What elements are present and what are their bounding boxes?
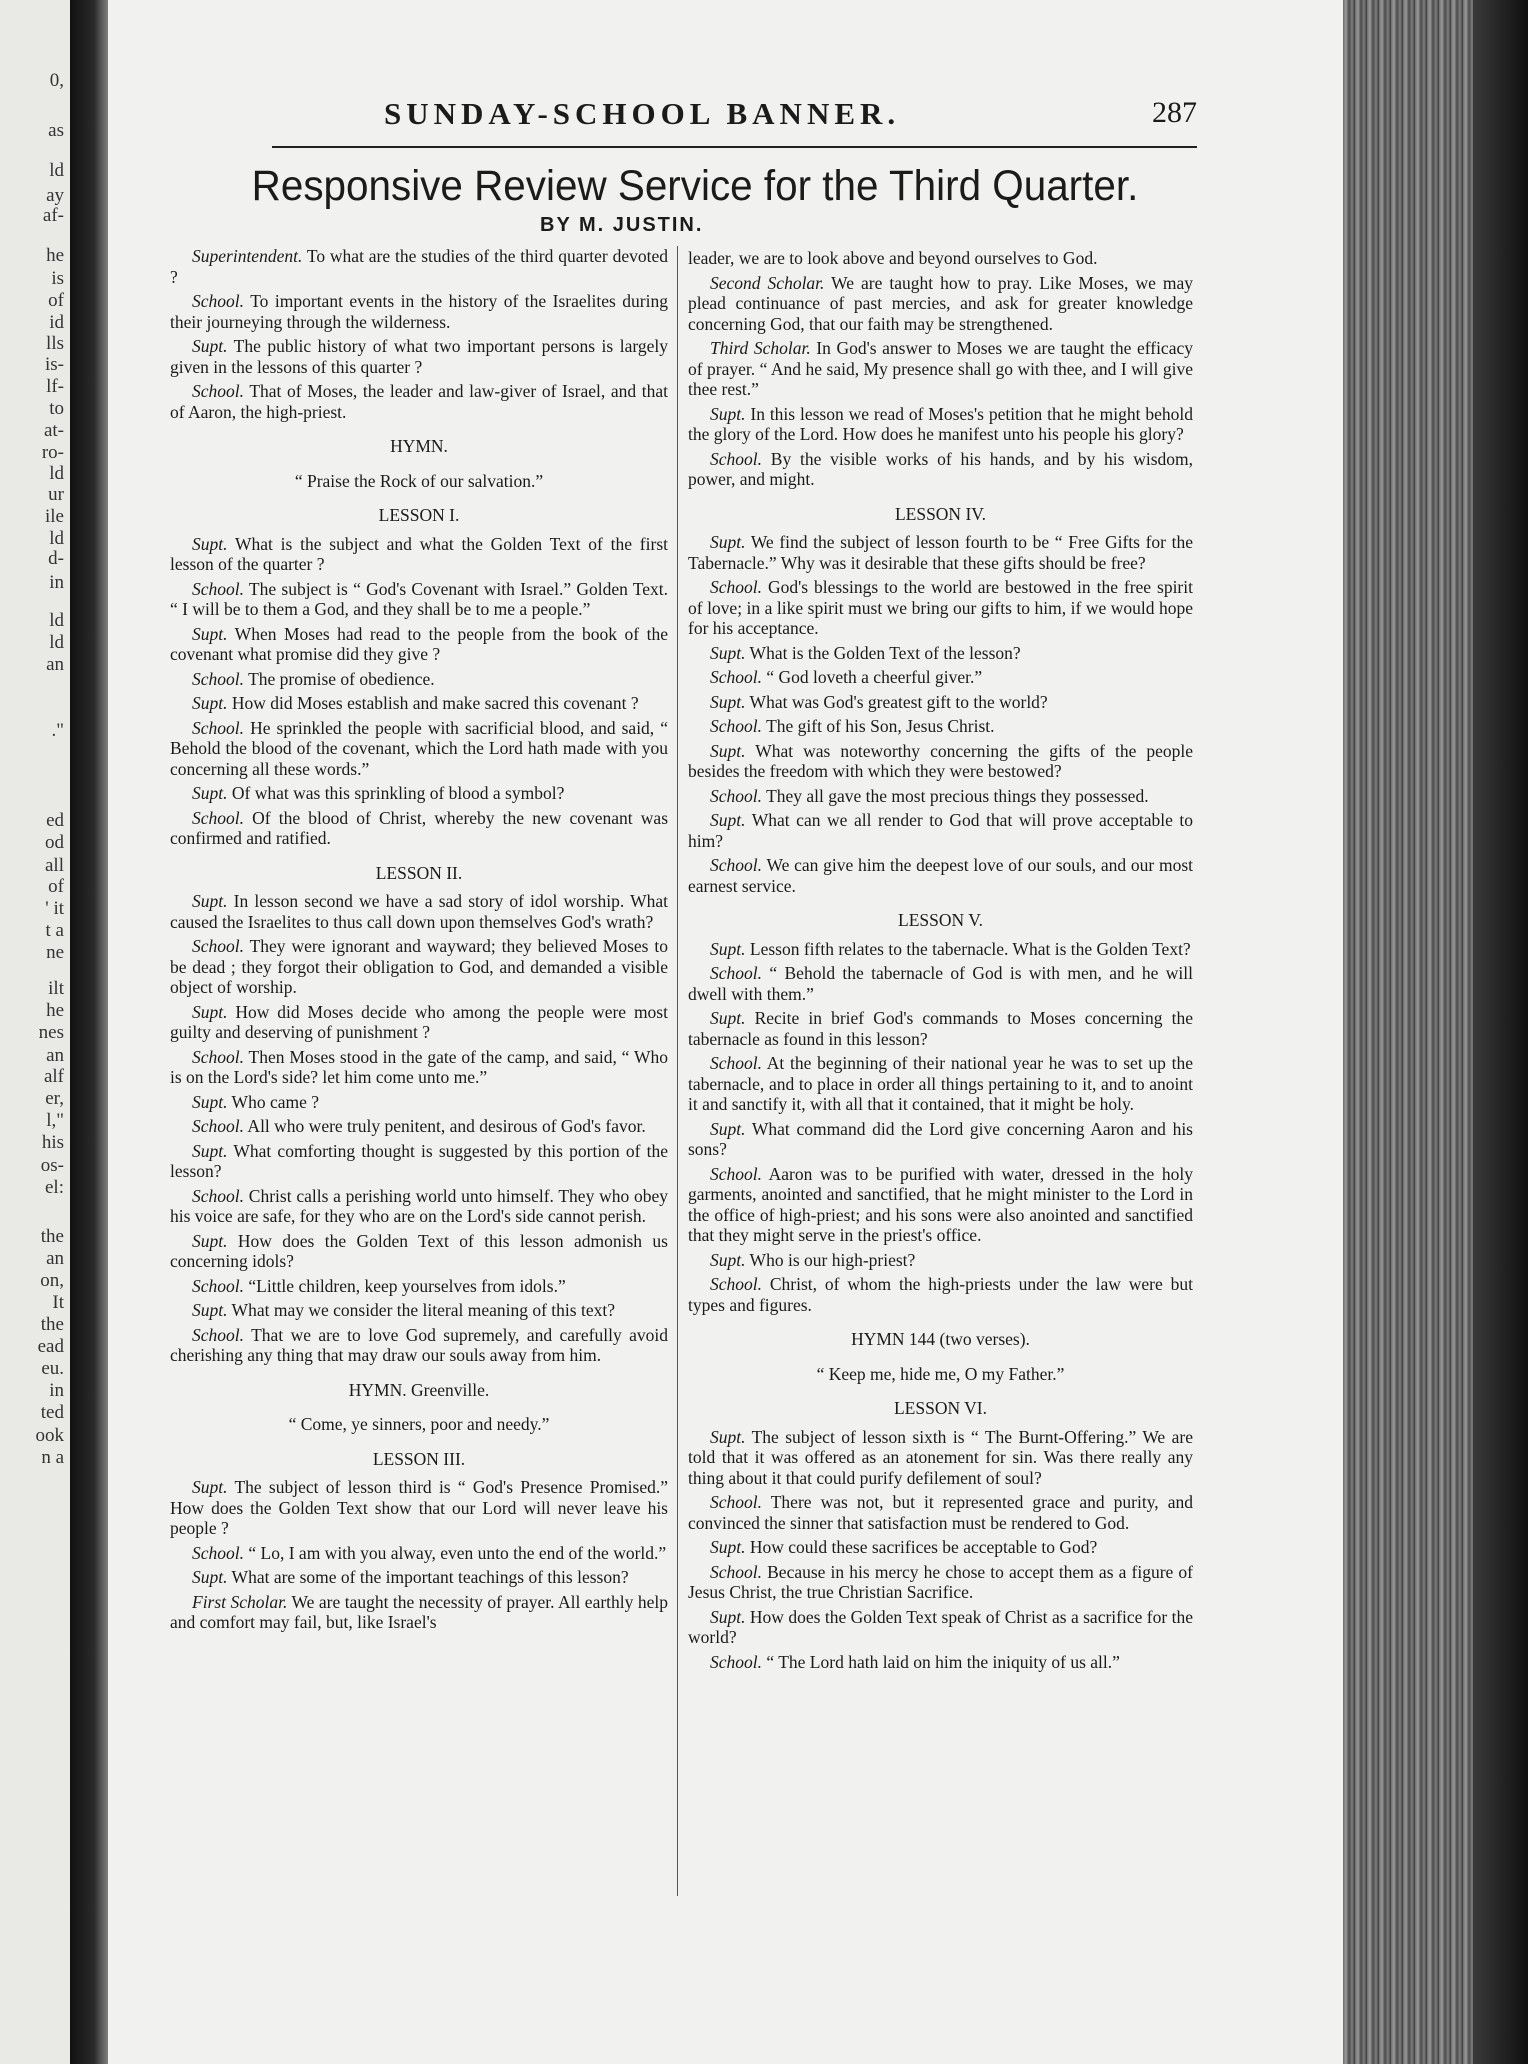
dialogue-text: Recite in brief God's commands to Moses concerning the tabernacle as found in this lesson? bbox=[688, 1008, 1193, 1049]
section-heading: LESSON VI. bbox=[893, 1398, 988, 1418]
dialogue-text: “ The Lord hath laid on him the iniquity of us all.” bbox=[762, 1651, 1120, 1672]
previous-page-fragment: ld bbox=[49, 160, 64, 181]
previous-page-fragment: ead bbox=[37, 1336, 64, 1357]
dialogue-line bbox=[170, 579, 668, 620]
previous-page-fragment: ile bbox=[45, 506, 64, 527]
speaker-label: School. bbox=[710, 577, 763, 597]
previous-page-fragment: as bbox=[48, 120, 64, 141]
dialogue-line bbox=[170, 1325, 668, 1366]
section-heading: HYMN 144 (two verses). bbox=[851, 1329, 1030, 1349]
section-heading: LESSON I. bbox=[378, 505, 460, 525]
dialogue-text: “ God loveth a cheerful giver.” bbox=[762, 667, 983, 687]
speaker-label: Supt. bbox=[192, 1091, 228, 1112]
running-head-title: SUNDAY-SCHOOL BANNER. bbox=[384, 96, 901, 131]
dialogue-line bbox=[688, 692, 1193, 713]
dialogue-line bbox=[170, 1543, 668, 1564]
previous-page-fragment: er, bbox=[45, 1088, 64, 1109]
previous-page-fragment: ." bbox=[51, 720, 64, 741]
speaker-label: Supt. bbox=[710, 403, 746, 424]
dialogue-text: “Little children, keep yourselves from idols.” bbox=[244, 1275, 566, 1296]
dialogue-text: How did Moses decide who among the people were most guilty and deserving of punishment ? bbox=[170, 1001, 668, 1042]
speaker-label: Supt. bbox=[192, 891, 228, 911]
dialogue-line bbox=[170, 1477, 668, 1539]
dialogue-line bbox=[170, 936, 668, 998]
dialogue-text: Christ calls a perishing world unto himself. They who obey his voice are safe, for they who are on the Lord's side cannot perish. bbox=[170, 1185, 668, 1226]
dialogue-text: What can we all render to God that will prove acceptable to him? bbox=[688, 810, 1193, 851]
previous-page-fragment: ay bbox=[46, 185, 64, 206]
speaker-label: School. bbox=[192, 1185, 245, 1206]
dialogue-line bbox=[170, 669, 668, 690]
dialogue-line bbox=[688, 643, 1193, 664]
dialogue-text: How could these sacrifices be acceptable to God? bbox=[745, 1537, 1098, 1557]
dialogue-text: The public history of what two important persons is largely given in the lessons of this quarter ? bbox=[170, 336, 668, 377]
previous-page-fragment: nes bbox=[38, 1022, 64, 1043]
dialogue-line bbox=[170, 1231, 668, 1272]
dialogue-text: Then Moses stood in the gate of the camp, and said, “ Who is on the Lord's side? let him come unto me.” bbox=[170, 1046, 668, 1087]
previous-page-fragment: ook bbox=[35, 1425, 64, 1446]
section-heading: “ Praise the Rock of our salvation.” bbox=[294, 470, 544, 491]
right-column bbox=[688, 248, 1193, 1676]
dialogue-line bbox=[688, 248, 1193, 269]
section-heading: HYMN. Greenville. bbox=[348, 1379, 490, 1400]
book-cover-edge bbox=[1473, 0, 1528, 2064]
dialogue-line bbox=[170, 1592, 668, 1633]
speaker-label: School. bbox=[710, 785, 763, 806]
speaker-label: Supt. bbox=[710, 1249, 746, 1270]
dialogue-line bbox=[170, 693, 668, 714]
previous-page-fragment: os- bbox=[40, 1155, 64, 1176]
previous-page-fragment: t a bbox=[45, 920, 64, 941]
previous-page-fragment: he bbox=[46, 1000, 64, 1021]
section-heading: LESSON III. bbox=[372, 1448, 466, 1469]
speaker-label: Supt. bbox=[710, 1008, 746, 1028]
dialogue-line bbox=[170, 1116, 668, 1137]
dialogue-line bbox=[688, 532, 1193, 573]
dialogue-text: What comforting thought is suggested by this portion of the lesson? bbox=[170, 1140, 668, 1181]
speaker-label: Supt. bbox=[710, 938, 746, 959]
dialogue-text: We find the subject of lesson fourth to be “ Free Gifts for the Tabernacle.” Why was it desirable that these gifts should be free? bbox=[688, 532, 1193, 573]
speaker-label: School. bbox=[710, 1561, 763, 1582]
speaker-label: Supt. bbox=[710, 1118, 746, 1139]
previous-page-fragment: id bbox=[49, 312, 64, 333]
previous-page-fragment: ' it bbox=[45, 898, 64, 919]
speaker-label: School. bbox=[710, 667, 763, 687]
previous-page-fragment: ld bbox=[49, 463, 64, 484]
dialogue-text: All who were truly penitent, and desirous of God's favor. bbox=[244, 1116, 646, 1136]
speaker-label: First Scholar. bbox=[192, 1591, 288, 1612]
speaker-label: Supt. bbox=[192, 693, 228, 713]
dialogue-text: “ Behold the tabernacle of God is with men, and he will dwell with them.” bbox=[688, 963, 1193, 1004]
book-gutter bbox=[70, 0, 110, 2064]
speaker-label: School. bbox=[192, 1046, 245, 1067]
dialogue-text: When Moses had read to the people from the book of the covenant what promise did they give ? bbox=[170, 623, 668, 664]
dialogue-text: There was not, but it represented grace and purity, and convinced the sinner that satisfaction must be rendered to God. bbox=[688, 1492, 1193, 1533]
dialogue-line bbox=[170, 624, 668, 665]
previous-page-fragment: el: bbox=[45, 1177, 64, 1198]
previous-page-fragment: It bbox=[52, 1292, 64, 1313]
dialogue-line bbox=[170, 246, 668, 287]
speaker-label: Third Scholar. bbox=[710, 338, 811, 358]
speaker-label: Supt. bbox=[710, 1606, 746, 1627]
previous-page-fragment: the bbox=[40, 1314, 64, 1335]
dialogue-text: Who is our high-priest? bbox=[745, 1249, 916, 1270]
dialogue-line bbox=[688, 741, 1193, 782]
dialogue-text: We are taught how to pray. Like Moses, we may plead continuance of past mercies, and ask for greater knowledge concerning God, that our faith may be strengthened. bbox=[688, 272, 1193, 334]
previous-page-fragment: ilt bbox=[48, 978, 64, 999]
speaker-label: School. bbox=[192, 717, 245, 738]
dialogue-line bbox=[688, 1427, 1193, 1489]
speaker-label: Supt. bbox=[192, 533, 228, 554]
dialogue-line bbox=[688, 855, 1193, 896]
dialogue-text: He sprinkled the people with sacrificial blood, and said, “ Behold the blood of the covenant, which the Lord hath made with you concerning all these words.” bbox=[170, 717, 668, 779]
dialogue-line bbox=[170, 1141, 668, 1182]
dialogue-line bbox=[688, 1274, 1193, 1315]
dialogue-text: How does the Golden Text speak of Christ as a sacrifice for the world? bbox=[688, 1606, 1193, 1647]
dialogue-text: We can give him the deepest love of our souls, and our most earnest service. bbox=[688, 855, 1193, 896]
previous-page-fragment: in bbox=[49, 572, 64, 593]
previous-page-fragment: lls bbox=[46, 333, 64, 354]
speaker-label: School. bbox=[710, 1163, 763, 1184]
left-column bbox=[170, 246, 668, 1637]
previous-page-fragment: od bbox=[45, 832, 64, 853]
dialogue-text: That of Moses, the leader and law-giver of Israel, and that of Aaron, the high-priest. bbox=[170, 381, 668, 422]
dialogue-text: Because in his mercy he chose to accept them as a figure of Jesus Christ, the true Christian Sacrifice. bbox=[688, 1561, 1193, 1602]
dialogue-text: Aaron was to be purified with water, dressed in the holy garments, anointed and sanctified, that he might minister to the Lord in the office of high-priest; and his sons were also anointed and sanctified that they might serve in the priest's office. bbox=[688, 1163, 1193, 1245]
section-heading: LESSON V. bbox=[898, 910, 983, 930]
speaker-label: Supt. bbox=[710, 1426, 746, 1447]
dialogue-line bbox=[688, 338, 1193, 400]
dialogue-line bbox=[170, 1002, 668, 1043]
speaker-label: School. bbox=[710, 1492, 763, 1512]
dialogue-line bbox=[688, 939, 1193, 960]
previous-page-fragment: alf bbox=[43, 1066, 64, 1087]
speaker-label: Supt. bbox=[710, 1537, 746, 1557]
dialogue-text: In God's answer to Moses we are taught the efficacy of prayer. “ And he said, My presence shall go with thee, and I will give thee rest.” bbox=[688, 338, 1193, 399]
dialogue-text: What command did the Lord give concerning Aaron and his sons? bbox=[688, 1118, 1193, 1159]
speaker-label: School. bbox=[192, 936, 245, 956]
previous-page-fragment: his bbox=[41, 1132, 64, 1153]
previous-page-edge bbox=[0, 0, 70, 2064]
dialogue-text: The promise of obedience. bbox=[244, 668, 435, 689]
previous-page-fragment: ld bbox=[49, 528, 64, 549]
dialogue-text: What may we consider the literal meaning of this text? bbox=[227, 1300, 615, 1320]
speaker-label: Supt. bbox=[710, 642, 746, 663]
dialogue-line bbox=[170, 718, 668, 780]
dialogue-text: They all gave the most precious things they possessed. bbox=[762, 785, 1149, 806]
dialogue-line bbox=[170, 891, 668, 932]
section-heading: “ Come, ye sinners, poor and needy.” bbox=[288, 1414, 550, 1434]
dialogue-line bbox=[170, 783, 668, 804]
dialogue-text: Christ, of whom the high-priests under the law were but types and figures. bbox=[688, 1274, 1193, 1315]
dialogue-text: What was noteworthy concerning the gifts of the people besides the freedom with which they were bestowed? bbox=[688, 740, 1193, 781]
speaker-label: Supt. bbox=[710, 740, 746, 761]
speaker-label: School. bbox=[192, 291, 245, 311]
dialogue-text: “ Lo, I am with you alway, even unto the end of the world.” bbox=[244, 1542, 667, 1563]
speaker-label: School. bbox=[192, 807, 245, 828]
previous-page-fragment: 0, bbox=[49, 70, 64, 91]
speaker-label: School. bbox=[192, 1324, 245, 1345]
dialogue-text: To important events in the history of the Israelites during their journeying through the wilderness. bbox=[170, 291, 668, 332]
previous-page-fragment: in bbox=[49, 1380, 64, 1401]
previous-page-fragment: the bbox=[40, 1226, 64, 1247]
dialogue-line bbox=[688, 404, 1193, 445]
previous-page-fragment: d- bbox=[48, 548, 64, 569]
speaker-label: School. bbox=[710, 716, 763, 736]
dialogue-line bbox=[688, 1119, 1193, 1160]
dialogue-text: Lesson fifth relates to the tabernacle. What is the Golden Text? bbox=[745, 938, 1191, 959]
section-heading: HYMN. bbox=[390, 436, 448, 456]
previous-page-fragment: an bbox=[46, 1045, 64, 1066]
dialogue-text: How does the Golden Text of this lesson admonish us concerning idols? bbox=[170, 1230, 668, 1271]
previous-page-fragment: is- bbox=[45, 354, 64, 375]
dialogue-line bbox=[688, 786, 1193, 807]
dialogue-line bbox=[688, 449, 1193, 490]
dialogue-text: To what are the studies of the third quarter devoted ? bbox=[170, 246, 668, 287]
speaker-label: School. bbox=[192, 1116, 245, 1136]
speaker-label: Supt. bbox=[710, 810, 746, 830]
section-heading: LESSON II. bbox=[375, 862, 463, 883]
dialogue-line bbox=[170, 534, 668, 575]
dialogue-text: What is the Golden Text of the lesson? bbox=[745, 642, 1021, 663]
dialogue-text: In lesson second we have a sad story of idol worship. What caused the Israelites to thus call down upon themselves God's wrath? bbox=[170, 891, 668, 932]
speaker-label: Supt. bbox=[710, 691, 746, 712]
dialogue-line bbox=[688, 1537, 1193, 1558]
dialogue-line bbox=[170, 1276, 668, 1297]
speaker-label: Supt. bbox=[192, 1001, 228, 1022]
dialogue-text: Of what was this sprinkling of blood a symbol? bbox=[227, 783, 565, 803]
previous-page-fragment: is bbox=[51, 268, 64, 289]
speaker-label: Supt. bbox=[192, 1300, 228, 1320]
speaker-label: School. bbox=[710, 963, 763, 983]
dialogue-line bbox=[688, 1492, 1193, 1533]
speaker-label: Supt. bbox=[192, 623, 228, 644]
previous-page-fragment: ed bbox=[46, 810, 64, 831]
running-head bbox=[272, 96, 1197, 136]
dialogue-text: God's blessings to the world are bestowed in the free spirit of love; in a like spirit must we bring our gifts to him, if we would hope for his acceptance. bbox=[688, 577, 1193, 638]
previous-page-fragment: all bbox=[45, 855, 64, 876]
dialogue-line bbox=[688, 810, 1193, 851]
speaker-label: Second Scholar. bbox=[710, 272, 825, 293]
dialogue-text: How did Moses establish and make sacred this covenant ? bbox=[227, 693, 639, 713]
dialogue-line bbox=[688, 1607, 1193, 1648]
speaker-label: Supt. bbox=[192, 1477, 228, 1497]
dialogue-text: The gift of his Son, Jesus Christ. bbox=[762, 716, 995, 736]
previous-page-fragment: of bbox=[48, 876, 64, 897]
dialogue-text: What is the subject and what the Golden Text of the first lesson of the quarter ? bbox=[170, 533, 668, 574]
previous-page-fragment: to bbox=[49, 398, 64, 419]
speaker-label: School. bbox=[192, 578, 245, 599]
dialogue-line bbox=[170, 1567, 668, 1588]
dialogue-line bbox=[170, 1300, 668, 1321]
dialogue-text: At the beginning of their national year he was to set up the tabernacle, and to place in order all things pertaining to it, and to anoint it and sanctify it, with all that it contained, that it might be holy. bbox=[688, 1053, 1193, 1114]
speaker-label: School. bbox=[192, 1275, 245, 1296]
speaker-label: Supt. bbox=[192, 783, 228, 803]
dialogue-text: The subject of lesson sixth is “ The Burnt-Offering.” We are told that it was offered as an atonement for sin. Was there really any thing about it that could purify defilement of soul? bbox=[688, 1426, 1193, 1488]
dialogue-line bbox=[688, 716, 1193, 737]
dialogue-line bbox=[170, 336, 668, 377]
dialogue-text: leader, we are to look above and beyond ourselves to God. bbox=[688, 248, 1098, 268]
dialogue-line bbox=[170, 291, 668, 332]
speaker-label: School. bbox=[192, 668, 245, 689]
dialogue-line bbox=[688, 1053, 1193, 1115]
article-title: Responsive Review Service for the Third Quarter. bbox=[251, 162, 1139, 210]
dialogue-line bbox=[170, 381, 668, 422]
speaker-label: School. bbox=[710, 1053, 763, 1073]
dialogue-line bbox=[688, 577, 1193, 639]
speaker-label: School. bbox=[710, 855, 763, 875]
dialogue-line bbox=[688, 667, 1193, 688]
previous-page-fragment: of bbox=[48, 290, 64, 311]
speaker-label: Supt. bbox=[192, 1230, 228, 1251]
column-divider bbox=[677, 246, 678, 1896]
dialogue-line bbox=[688, 963, 1193, 1004]
speaker-label: Supt. bbox=[710, 532, 746, 552]
dialogue-line bbox=[688, 1164, 1193, 1246]
previous-page-fragment: ld bbox=[49, 610, 64, 631]
previous-page-fragment: he bbox=[46, 245, 64, 266]
previous-page-fragment: eu. bbox=[41, 1358, 64, 1379]
previous-page-fragment: an bbox=[46, 1248, 64, 1269]
dialogue-line bbox=[688, 273, 1193, 335]
previous-page-fragment: on, bbox=[40, 1270, 64, 1291]
dialogue-line bbox=[170, 1047, 668, 1088]
previous-page-fragment: ur bbox=[48, 484, 64, 505]
speaker-label: School. bbox=[710, 448, 763, 469]
speaker-label: School. bbox=[710, 1274, 763, 1294]
previous-page-fragment: ld bbox=[49, 632, 64, 653]
dialogue-text: Of the blood of Christ, whereby the new covenant was confirmed and ratified. bbox=[170, 807, 668, 848]
dialogue-text: The subject is “ God's Covenant with Israel.” Golden Text. “ I will be to them a God, and they shall be to me a people.” bbox=[170, 578, 668, 619]
dialogue-text: What was God's greatest gift to the world? bbox=[745, 691, 1048, 712]
speaker-label: Supt. bbox=[192, 1140, 228, 1161]
article-byline: BY M. JUSTIN. bbox=[540, 214, 704, 236]
previous-page-fragment: lf- bbox=[46, 376, 64, 397]
previous-page-fragment: an bbox=[46, 654, 64, 675]
section-heading: LESSON IV. bbox=[894, 503, 987, 524]
previous-page-fragment: n a bbox=[41, 1447, 64, 1468]
dialogue-text: What are some of the important teachings of this lesson? bbox=[227, 1567, 629, 1587]
speaker-label: Superintendent. bbox=[192, 246, 303, 266]
speaker-label: School. bbox=[710, 1651, 763, 1672]
speaker-label: Supt. bbox=[192, 1567, 228, 1587]
dialogue-line bbox=[688, 1250, 1193, 1271]
dialogue-line bbox=[170, 1186, 668, 1227]
dialogue-text: The subject of lesson third is “ God's Presence Promised.” How does the Golden Text show that our Lord will never leave his people ? bbox=[170, 1477, 668, 1538]
header-rule bbox=[272, 146, 1197, 148]
previous-page-fragment: ne bbox=[46, 942, 64, 963]
previous-page-fragment: l," bbox=[46, 1110, 64, 1131]
section-heading: “ Keep me, hide me, O my Father.” bbox=[816, 1363, 1065, 1384]
page-number: 287 bbox=[1152, 96, 1197, 129]
dialogue-text: In this lesson we read of Moses's petition that he might behold the glory of the Lord. How does he manifest unto his people his glory? bbox=[688, 403, 1193, 444]
dialogue-line bbox=[688, 1008, 1193, 1049]
dialogue-text: That we are to love God supremely, and carefully avoid cherishing any thing that may draw our souls away from him. bbox=[170, 1324, 668, 1365]
previous-page-fragment: at- bbox=[43, 420, 64, 441]
dialogue-line bbox=[170, 1092, 668, 1113]
dialogue-text: We are taught the necessity of prayer. All earthly help and comfort may fail, but, like Israel's bbox=[170, 1591, 668, 1632]
dialogue-text: By the visible works of his hands, and by his wisdom, power, and might. bbox=[688, 448, 1193, 489]
dialogue-line bbox=[688, 1562, 1193, 1603]
dialogue-line bbox=[688, 1652, 1193, 1673]
dialogue-line bbox=[170, 808, 668, 849]
speaker-label: Supt. bbox=[192, 336, 228, 356]
dialogue-text: Who came ? bbox=[227, 1091, 320, 1112]
dialogue-text: They were ignorant and wayward; they believed Moses to be dead ; they forgot their obligation to God, and demanded a visible object of worship. bbox=[170, 936, 668, 997]
speaker-label: School. bbox=[192, 1542, 245, 1563]
page-edges bbox=[1343, 0, 1473, 2064]
previous-page-fragment: af- bbox=[42, 205, 64, 226]
speaker-label: School. bbox=[192, 381, 245, 401]
previous-page-fragment: ro- bbox=[41, 442, 64, 463]
previous-page-fragment: ted bbox=[40, 1402, 64, 1423]
